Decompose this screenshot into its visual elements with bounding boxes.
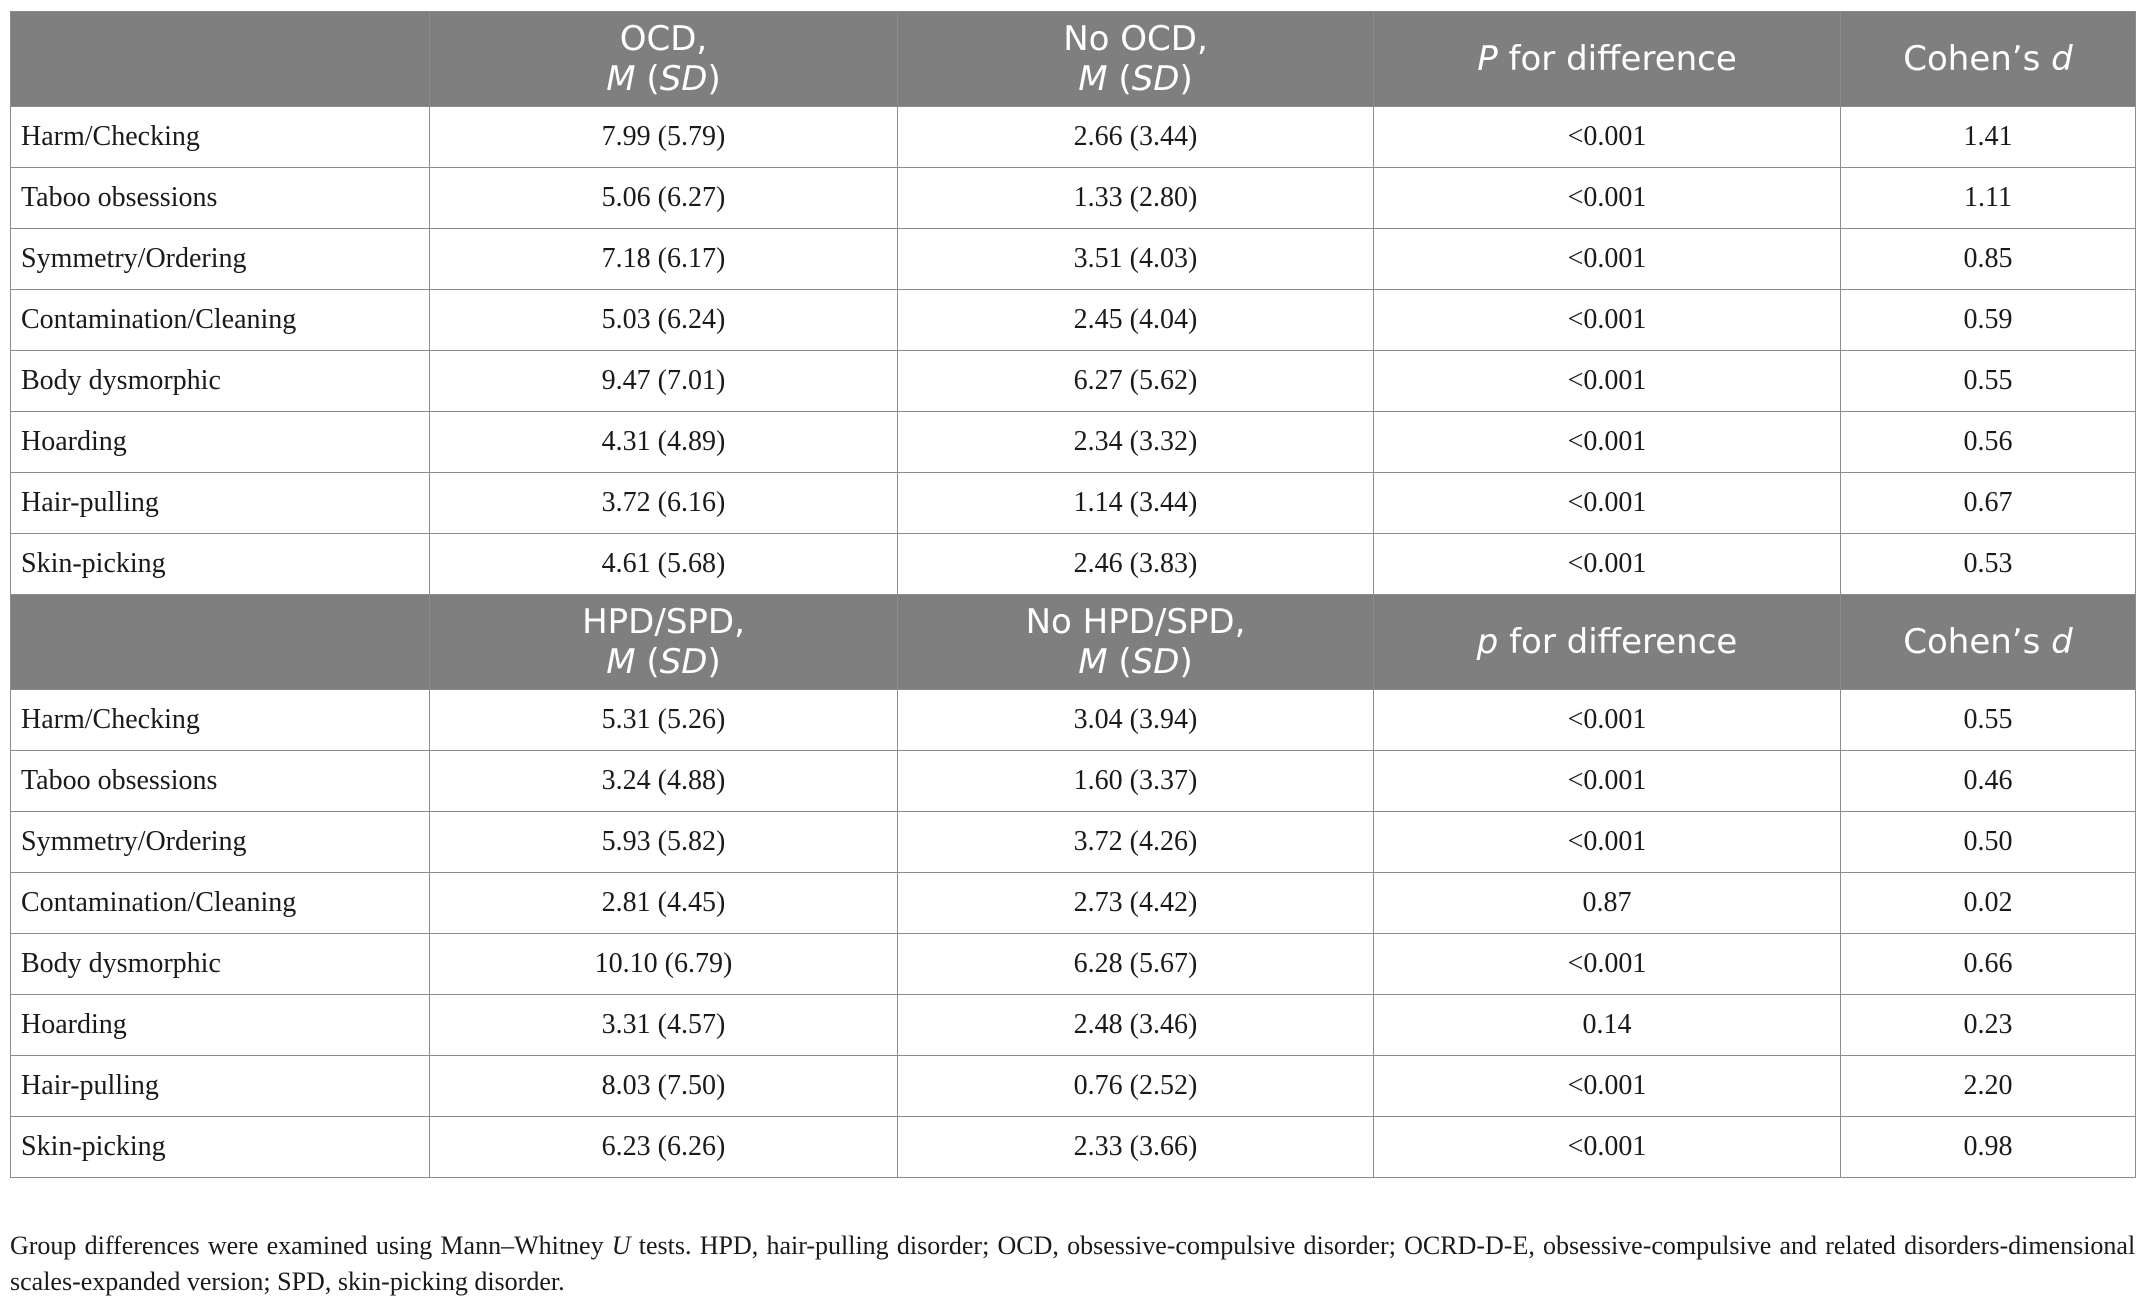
row-label: Taboo obsessions: [11, 168, 430, 229]
p-value: <0.001: [1374, 1117, 1841, 1178]
comparison-mean-sd: 3.04 (3.94): [898, 690, 1374, 751]
group-mean-sd: 8.03 (7.50): [430, 1056, 898, 1117]
table-body: [11, 12, 2136, 1178]
group-mean-sd: 5.31 (5.26): [430, 690, 898, 751]
header-cell-p-value: P for difference: [1374, 12, 1841, 107]
cohens-d: 0.23: [1841, 995, 2136, 1056]
row-label: Harm/Checking: [11, 690, 430, 751]
group-mean-sd: 3.31 (4.57): [430, 995, 898, 1056]
header-cell-cohens-d: Cohen’s d: [1841, 12, 2136, 107]
comparison-mean-sd: 2.73 (4.42): [898, 873, 1374, 934]
header-cell-empty: [11, 12, 430, 107]
table-row: [11, 534, 2136, 595]
cohens-d: 0.02: [1841, 873, 2136, 934]
p-value: <0.001: [1374, 1056, 1841, 1117]
header-cell-comparison-line1: No HPD/SPD,: [1025, 602, 1246, 642]
row-label: Symmetry/Ordering: [11, 229, 430, 290]
p-value: <0.001: [1374, 168, 1841, 229]
p-value: 0.14: [1374, 995, 1841, 1056]
header-cell-group: [430, 12, 898, 107]
row-label: Skin-picking: [11, 534, 430, 595]
table-row: [11, 1056, 2136, 1117]
row-label: Hoarding: [11, 412, 430, 473]
table-row: [11, 473, 2136, 534]
comparison-mean-sd: 2.45 (4.04): [898, 290, 1374, 351]
p-value: <0.001: [1374, 107, 1841, 168]
p-value: <0.001: [1374, 812, 1841, 873]
cohens-d: 1.11: [1841, 168, 2136, 229]
header-cell-comparison-line1: No OCD,: [1063, 19, 1208, 59]
table-row: [11, 751, 2136, 812]
cohens-d: 0.55: [1841, 690, 2136, 751]
row-label: Hair-pulling: [11, 473, 430, 534]
row-label: Contamination/Cleaning: [11, 290, 430, 351]
table-container: [10, 11, 2135, 1178]
group-mean-sd: 9.47 (7.01): [430, 351, 898, 412]
p-value: <0.001: [1374, 229, 1841, 290]
p-value: 0.87: [1374, 873, 1841, 934]
header-row: [11, 595, 2136, 690]
comparison-mean-sd: 2.34 (3.32): [898, 412, 1374, 473]
header-cell-group-line1: OCD,: [619, 19, 708, 59]
row-label: Hair-pulling: [11, 1056, 430, 1117]
p-value: <0.001: [1374, 290, 1841, 351]
cohens-d: 0.46: [1841, 751, 2136, 812]
table-row: [11, 290, 2136, 351]
row-label: Symmetry/Ordering: [11, 812, 430, 873]
header-cell-comparison: [898, 595, 1374, 690]
cohens-d: 0.55: [1841, 351, 2136, 412]
row-label: Hoarding: [11, 995, 430, 1056]
group-mean-sd: 7.18 (6.17): [430, 229, 898, 290]
group-mean-sd: 7.99 (5.79): [430, 107, 898, 168]
cohens-d: 0.59: [1841, 290, 2136, 351]
group-mean-sd: 5.03 (6.24): [430, 290, 898, 351]
p-value: <0.001: [1374, 351, 1841, 412]
cohens-d: 0.56: [1841, 412, 2136, 473]
p-value: <0.001: [1374, 934, 1841, 995]
header-cell-p-value: p for difference: [1374, 595, 1841, 690]
header-cell-cohens-d: Cohen’s d: [1841, 595, 2136, 690]
comparison-mean-sd: 1.33 (2.80): [898, 168, 1374, 229]
header-cell-group-line2: M (SD): [606, 642, 721, 682]
table-row: [11, 934, 2136, 995]
cohens-d: 0.66: [1841, 934, 2136, 995]
p-value: <0.001: [1374, 473, 1841, 534]
comparison-mean-sd: 6.27 (5.62): [898, 351, 1374, 412]
cohens-d: 2.20: [1841, 1056, 2136, 1117]
p-value: <0.001: [1374, 534, 1841, 595]
group-mean-sd: 2.81 (4.45): [430, 873, 898, 934]
table-row: [11, 812, 2136, 873]
table-row: [11, 995, 2136, 1056]
cohens-d: 0.50: [1841, 812, 2136, 873]
group-mean-sd: 4.31 (4.89): [430, 412, 898, 473]
row-label: Body dysmorphic: [11, 934, 430, 995]
header-cell-empty: [11, 595, 430, 690]
comparison-mean-sd: 6.28 (5.67): [898, 934, 1374, 995]
header-cell-group-line2: M (SD): [606, 59, 721, 99]
header-cell-comparison: [898, 12, 1374, 107]
header-row: [11, 12, 2136, 107]
comparison-mean-sd: 3.72 (4.26): [898, 812, 1374, 873]
table-row: [11, 351, 2136, 412]
table-row: [11, 690, 2136, 751]
comparison-mean-sd: 2.33 (3.66): [898, 1117, 1374, 1178]
p-value: <0.001: [1374, 751, 1841, 812]
table-row: [11, 873, 2136, 934]
cohens-d: 0.53: [1841, 534, 2136, 595]
comparison-mean-sd: 0.76 (2.52): [898, 1056, 1374, 1117]
group-mean-sd: 10.10 (6.79): [430, 934, 898, 995]
comparison-mean-sd: 3.51 (4.03): [898, 229, 1374, 290]
group-mean-sd: 4.61 (5.68): [430, 534, 898, 595]
header-cell-comparison-line2: M (SD): [1078, 642, 1193, 682]
group-mean-sd: 6.23 (6.26): [430, 1117, 898, 1178]
group-mean-sd: 5.06 (6.27): [430, 168, 898, 229]
table-row: [11, 168, 2136, 229]
row-label: Taboo obsessions: [11, 751, 430, 812]
comparison-mean-sd: 1.60 (3.37): [898, 751, 1374, 812]
table-row: [11, 412, 2136, 473]
row-label: Body dysmorphic: [11, 351, 430, 412]
row-label: Harm/Checking: [11, 107, 430, 168]
comparison-mean-sd: 1.14 (3.44): [898, 473, 1374, 534]
group-differences-table: [10, 11, 2136, 1178]
cohens-d: 1.41: [1841, 107, 2136, 168]
comparison-mean-sd: 2.48 (3.46): [898, 995, 1374, 1056]
comparison-mean-sd: 2.66 (3.44): [898, 107, 1374, 168]
cohens-d: 0.67: [1841, 473, 2136, 534]
cohens-d: 0.85: [1841, 229, 2136, 290]
comparison-mean-sd: 2.46 (3.83): [898, 534, 1374, 595]
header-cell-group-line1: HPD/SPD,: [582, 602, 745, 642]
table-row: [11, 1117, 2136, 1178]
table-footnote: Group differences were examined using Mann–Whitney U tests. HPD, hair-pulling disorder; OCD, obsessive-compulsive disorder; OCRD-D-E, obsessive-compulsive and related disorders-dimensional scales-expanded version; SPD, skin-picking disorder.: [10, 1231, 2136, 1296]
table-row: [11, 107, 2136, 168]
row-label: Contamination/Cleaning: [11, 873, 430, 934]
header-cell-group: [430, 595, 898, 690]
group-mean-sd: 3.24 (4.88): [430, 751, 898, 812]
group-mean-sd: 5.93 (5.82): [430, 812, 898, 873]
row-label: Skin-picking: [11, 1117, 430, 1178]
cohens-d: 0.98: [1841, 1117, 2136, 1178]
group-mean-sd: 3.72 (6.16): [430, 473, 898, 534]
header-cell-comparison-line2: M (SD): [1078, 59, 1193, 99]
p-value: <0.001: [1374, 412, 1841, 473]
p-value: <0.001: [1374, 690, 1841, 751]
table-row: [11, 229, 2136, 290]
